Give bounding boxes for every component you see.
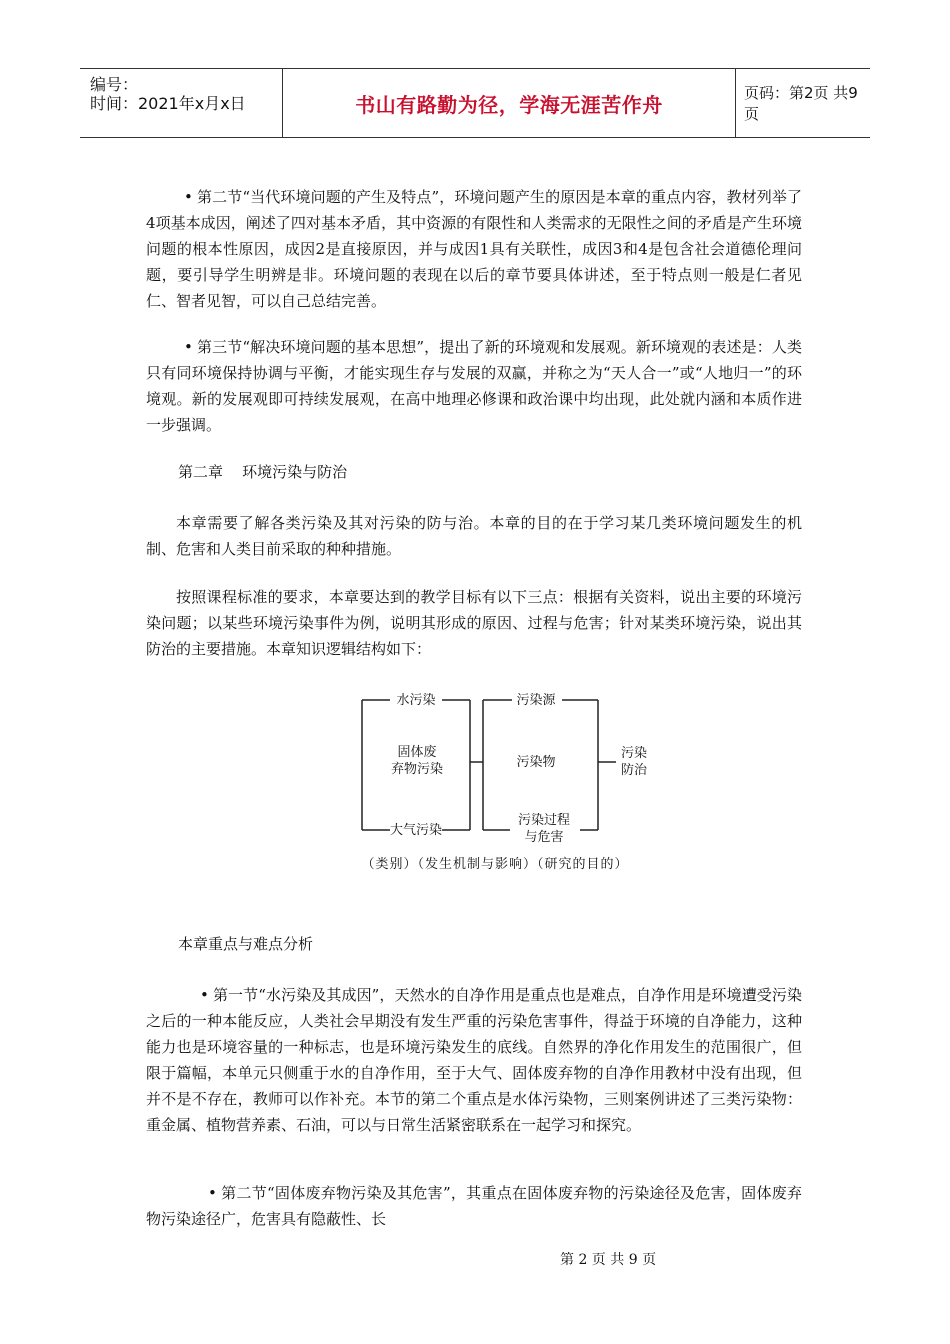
paragraph-solid-waste (146, 1180, 802, 1232)
time-label: 时间：2021年x月x日 (90, 94, 246, 113)
diagram-caption: （类别）（发生机制与影响）（研究的目的） (361, 857, 629, 872)
mechanism-process-and-harm: 污染过程 与危害 (517, 813, 570, 845)
bullet-icon: • (184, 338, 193, 356)
page-header (80, 68, 870, 138)
category-solid-waste-pollution: 固体废 弃物污染 (390, 745, 443, 777)
paragraph-solid-waste-text: 第二节“固体废弃物污染及其危害”，其重点在固体废弃物的污染途径及危害，固体废弃物污染途径广，危害具有隐蔽性、长 (146, 1184, 802, 1228)
paragraph-section3 (146, 334, 802, 438)
analysis-heading: 本章重点与难点分析 (178, 935, 314, 953)
number-label: 编号： (90, 75, 139, 94)
header-page-cell (736, 69, 870, 137)
header-motto-cell (282, 69, 736, 137)
bullet-icon: • (208, 1184, 217, 1202)
paragraph-chapter-intro: 本章需要了解各类污染及其对污染的防与治。本章的目的在于学习某几类环境问题发生的机制、危害和人类目前采取的种种措施。 (146, 514, 802, 558)
bullet-icon: • (200, 986, 209, 1004)
diagram-lines (340, 690, 670, 880)
goal-prevention: 污染 防治 (620, 746, 647, 778)
bullet-icon: • (184, 188, 193, 206)
mechanism-pollutant: 污染物 (516, 755, 556, 770)
mechanism-pollution-source: 污染源 (516, 693, 556, 708)
page-info: 页码：第2页 共9页 (744, 84, 858, 123)
chapter-heading: 第二章 环境污染与防治 (178, 463, 348, 481)
page-footer: 第 2 页 共 9 页 (560, 1252, 657, 1268)
paragraph-water-pollution-text: 第一节“水污染及其成因”，天然水的自净作用是重点也是难点，自净作用是环境遭受污染之后的一种本能反应，人类社会早期没有发生严重的污染危害事件，得益于环境的自净能力，这种能力也是环境容量的一种标志，也是环境污染发生的底线。自然界的净化作用发生的范围很广，但限于篇幅，本单元只侧重于水的自净作用，至于大气、固体废弃物的自净作用教材中没有出现，但并不是不存在，教师可以作补充。本节的第二个重点是水体污染物，三则案例讲述了三类污染物：重金属、植物营养素、石油，可以与日常生活紧密联系在一起学习和探究。 (146, 986, 802, 1134)
paragraph-section2 (146, 184, 802, 314)
category-water-pollution: 水污染 (396, 693, 436, 708)
paragraph-objectives: 按照课程标准的要求，本章要达到的教学目标有以下三点：根据有关资料，说出主要的环境污染问题；以某些环境污染事件为例，说明其形成的原因、过程与危害；针对某类环境污染，说出其防治的主要措施。本章知识逻辑结构如下： (146, 588, 802, 658)
paragraph-water-pollution (146, 982, 802, 1138)
header-meta-cell (80, 69, 282, 137)
knowledge-structure-diagram (340, 690, 670, 880)
paragraph-section3-text: 第三节“解决环境问题的基本思想”，提出了新的环境观和发展观。新环境观的表述是：人类只有同环境保持协调与平衡，才能实现生存与发展的双赢，并称之为“天人合一”或“人地归一”的环境观。新的发展观即可持续发展观，在高中地理必修课和政治课中均出现，此处就内涵和本质作进一步强调。 (146, 338, 802, 434)
motto-text: 书山有路勤为径，学海无涯苦作舟 (355, 92, 663, 117)
category-air-pollution: 大气污染 (389, 823, 442, 838)
paragraph-section2-text: 第二节“当代环境问题的产生及特点”，环境问题产生的原因是本章的重点内容，教材列举了4项基本成因，阐述了四对基本矛盾，其中资源的有限性和人类需求的无限性之间的矛盾是产生环境问题的根本性原因，成因2是直接原因，并与成因1具有关联性，成因3和4是包含社会道德伦理问题，要引导学生明辨是非。环境问题的表现在以后的章节要具体讲述，至于特点则一般是仁者见仁、智者见智，可以自己总结完善。 (146, 188, 802, 310)
